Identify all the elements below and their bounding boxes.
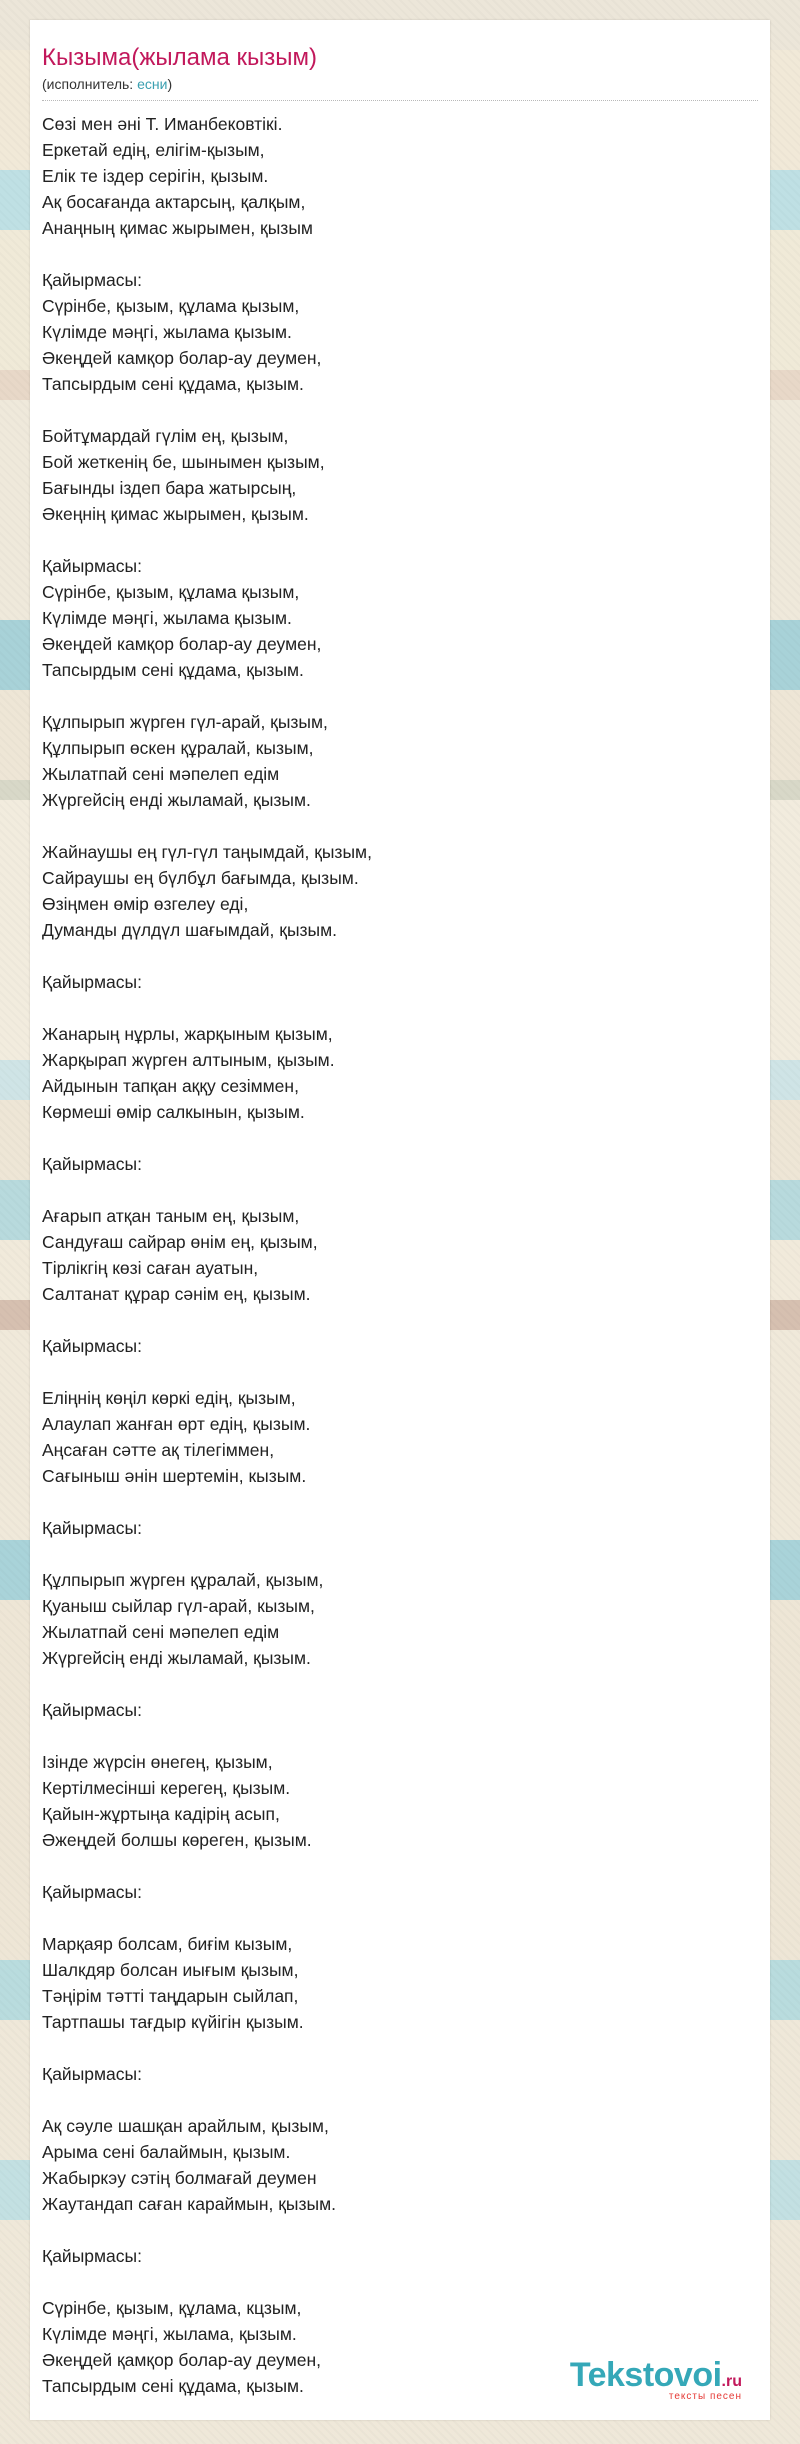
lyrics-line: Қайырмасы: <box>42 1518 142 1538</box>
lyrics-line: Жүргейсің енді жыламай, қызым. <box>42 1648 311 1668</box>
lyrics-line: Бағынды іздеп бара жатырсың, <box>42 478 297 498</box>
lyrics-line: Қайырмасы: <box>42 1154 142 1174</box>
lyrics-line: Сайраушы ең бүлбұл бағымда, қызым. <box>42 868 359 888</box>
lyrics-line: Әкеңдей камқор болар-ау деумен, <box>42 348 322 368</box>
lyrics-stanza <box>42 1931 758 2035</box>
lyrics-line: Қайырмасы: <box>42 2246 142 2266</box>
lyrics-line: Күлімде мәңгі, жылама қызым. <box>42 322 292 342</box>
lyrics-line: Аңсаған сәтте ақ тілегіммен, <box>42 1440 275 1460</box>
lyrics-line: Бойтұмардай гүлім ең, қызым, <box>42 426 289 446</box>
performer-suffix: ) <box>167 76 173 92</box>
lyrics-line: Қайырмасы: <box>42 1700 142 1720</box>
logo-tagline: тексты песен <box>668 2391 742 2402</box>
lyrics-line: Шалкдяр болсан иығым қызым, <box>42 1960 299 1980</box>
lyrics-line: Құлпырып жүрген құралай, қызым, <box>42 1570 324 1590</box>
lyrics-stanza <box>42 1879 758 1905</box>
lyrics-stanza <box>42 1749 758 1853</box>
lyrics-line: Көрмеші өмір салкынын, қызым. <box>42 1102 305 1122</box>
lyrics-line: Әкеңдей қамқор болар-ау деумен, <box>42 2350 322 2370</box>
lyrics-line: Жүргейсің енді жыламай, қызым. <box>42 790 311 810</box>
lyrics-line: Тәңірім тәтті таңдарын сыйлап, <box>42 1986 299 2006</box>
lyrics-line: Қайырмасы: <box>42 1882 142 1902</box>
lyrics-line: Қайырмасы: <box>42 972 142 992</box>
lyrics-line: Қуаныш сыйлар гүл-арай, кызым, <box>42 1596 315 1616</box>
song-title: Кызыма(жылама кызым) <box>42 44 317 71</box>
lyrics-line: Думанды дүлдүл шағымдай, қызым. <box>42 920 338 940</box>
lyrics-line: Құлпырып өскен құралай, кызым, <box>42 738 314 758</box>
lyrics-line: Тартпашы тағдыр күйігін қызым. <box>42 2012 304 2032</box>
lyrics-line: Кертілмесінші керегең, қызым. <box>42 1778 291 1798</box>
lyrics-line: Анаңның қимас жырымен, қызым <box>42 218 313 238</box>
lyrics-line: Тапсырдым сені құдама, қызым. <box>42 2376 304 2396</box>
site-logo[interactable] <box>570 2357 742 2402</box>
lyrics-line: Салтанат құрар сәнім ең, қызым. <box>42 1284 311 1304</box>
lyrics-card <box>30 20 770 2420</box>
lyrics-line: Сандуғаш сайрар өнім ең, қызым, <box>42 1232 318 1252</box>
lyrics-line: Қайырмасы: <box>42 2064 142 2084</box>
lyrics-line: Жарқырап жүрген алтыным, қызым. <box>42 1050 335 1070</box>
logo-brand: Tekstovoi <box>569 2356 722 2394</box>
lyrics-line: Тапсырдым сені құдама, қызым. <box>42 660 304 680</box>
lyrics-stanza <box>42 1697 758 1723</box>
lyrics-line: Қайырмасы: <box>42 556 142 576</box>
lyrics-stanza <box>42 1567 758 1671</box>
lyrics-stanza <box>42 553 758 683</box>
lyrics-line: Әкеңнің қимас жырымен, қызым. <box>42 504 309 524</box>
lyrics-line: Қайырмасы: <box>42 270 142 290</box>
lyrics-stanza <box>42 111 758 241</box>
lyrics-line: Құлпырып жүрген гүл-арай, қызым, <box>42 712 328 732</box>
logo-tld: .ru <box>721 2373 742 2390</box>
lyrics-line: Сүрінбе, қызым, құлама қызым, <box>42 296 300 316</box>
lyrics-stanza <box>42 2243 758 2269</box>
lyrics-stanza <box>42 1515 758 1541</box>
lyrics-line: Әжеңдей болшы көреген, қызым. <box>42 1830 312 1850</box>
lyrics-line: Қайын-жұртыңа кадірің асып, <box>42 1804 280 1824</box>
lyrics-line: Өзіңмен өмір өзгелеу еді, <box>42 894 249 914</box>
lyrics-line: Алаулап жанған өрт едің, қызым. <box>42 1414 311 1434</box>
lyrics-line: Күлімде мәңгі, жылама қызым. <box>42 608 292 628</box>
lyrics-stanza <box>42 2061 758 2087</box>
lyrics-line: Сағыныш әнін шертемін, кызым. <box>42 1466 307 1486</box>
lyrics-line: Тірлікгің көзі саған ауатын, <box>42 1258 259 1278</box>
lyrics-stanza <box>42 2113 758 2217</box>
lyrics-line: Сүрінбе, қызым, құлама қызым, <box>42 582 300 602</box>
performer-prefix: (исполнитель: <box>42 76 138 92</box>
lyrics-line: Елік те іздер серігін, қызым. <box>42 166 269 186</box>
lyrics-line: Жанарың нұрлы, жарқыным қызым, <box>42 1024 333 1044</box>
lyrics-line: Жайнаушы ең гүл-гүл таңымдай, қызым, <box>42 842 372 862</box>
lyrics-line: Ақ босағанда актарсың, қалқым, <box>42 192 306 212</box>
lyrics-stanza <box>42 839 758 943</box>
lyrics-line: Күлімде мәңгі, жылама, қызым. <box>42 2324 297 2344</box>
lyrics-line: Ағарып атқан таным ең, қызым, <box>42 1206 300 1226</box>
lyrics-line: Марқаяр болсам, биғім кызым, <box>42 1934 293 1954</box>
lyrics-text <box>30 111 770 2399</box>
lyrics-stanza <box>42 1203 758 1307</box>
lyrics-line: Қайырмасы: <box>42 1336 142 1356</box>
performer-link[interactable]: есни <box>137 76 168 92</box>
lyrics-line: Әкеңдей камқор болар-ау деумен, <box>42 634 322 654</box>
lyrics-line: Жылатпай сені мәпелеп едім <box>42 764 280 784</box>
lyrics-line: Арыма сені балаймын, қызым. <box>42 2142 291 2162</box>
lyrics-line: Жылатпай сені мәпелеп едім <box>42 1622 280 1642</box>
song-header <box>30 20 770 92</box>
lyrics-stanza <box>42 1385 758 1489</box>
lyrics-stanza <box>42 423 758 527</box>
lyrics-line: Тапсырдым сені құдама, қызым. <box>42 374 304 394</box>
lyrics-line: Ізінде жүрсін өнегең, қызым, <box>42 1752 273 1772</box>
lyrics-line: Еркетай едің, елігім-қызым, <box>42 140 265 160</box>
song-meta <box>42 76 758 92</box>
lyrics-line: Жабыркэу сэтің болмағай деумен <box>42 2168 317 2188</box>
lyrics-stanza <box>42 267 758 397</box>
lyrics-line: Еліңнің көңіл көркі едің, қызым, <box>42 1388 296 1408</box>
lyrics-stanza <box>42 1333 758 1359</box>
lyrics-line: Айдынын тапқан аққу сезіммен, <box>42 1076 299 1096</box>
header-divider <box>42 100 758 101</box>
lyrics-line: Сүрінбе, қызым, құлама, кцзым, <box>42 2298 302 2318</box>
lyrics-line: Жаутандап саған караймын, қызым. <box>42 2194 337 2214</box>
lyrics-stanza <box>42 1151 758 1177</box>
lyrics-stanza <box>42 1021 758 1125</box>
lyrics-line: Сөзі мен әні Т. Иманбековтікі. <box>42 114 283 134</box>
lyrics-stanza <box>42 969 758 995</box>
lyrics-line: Бой жеткенің бе, шынымен қызым, <box>42 452 325 472</box>
lyrics-line: Ақ сәуле шашқан арайлым, қызым, <box>42 2116 329 2136</box>
lyrics-stanza <box>42 709 758 813</box>
